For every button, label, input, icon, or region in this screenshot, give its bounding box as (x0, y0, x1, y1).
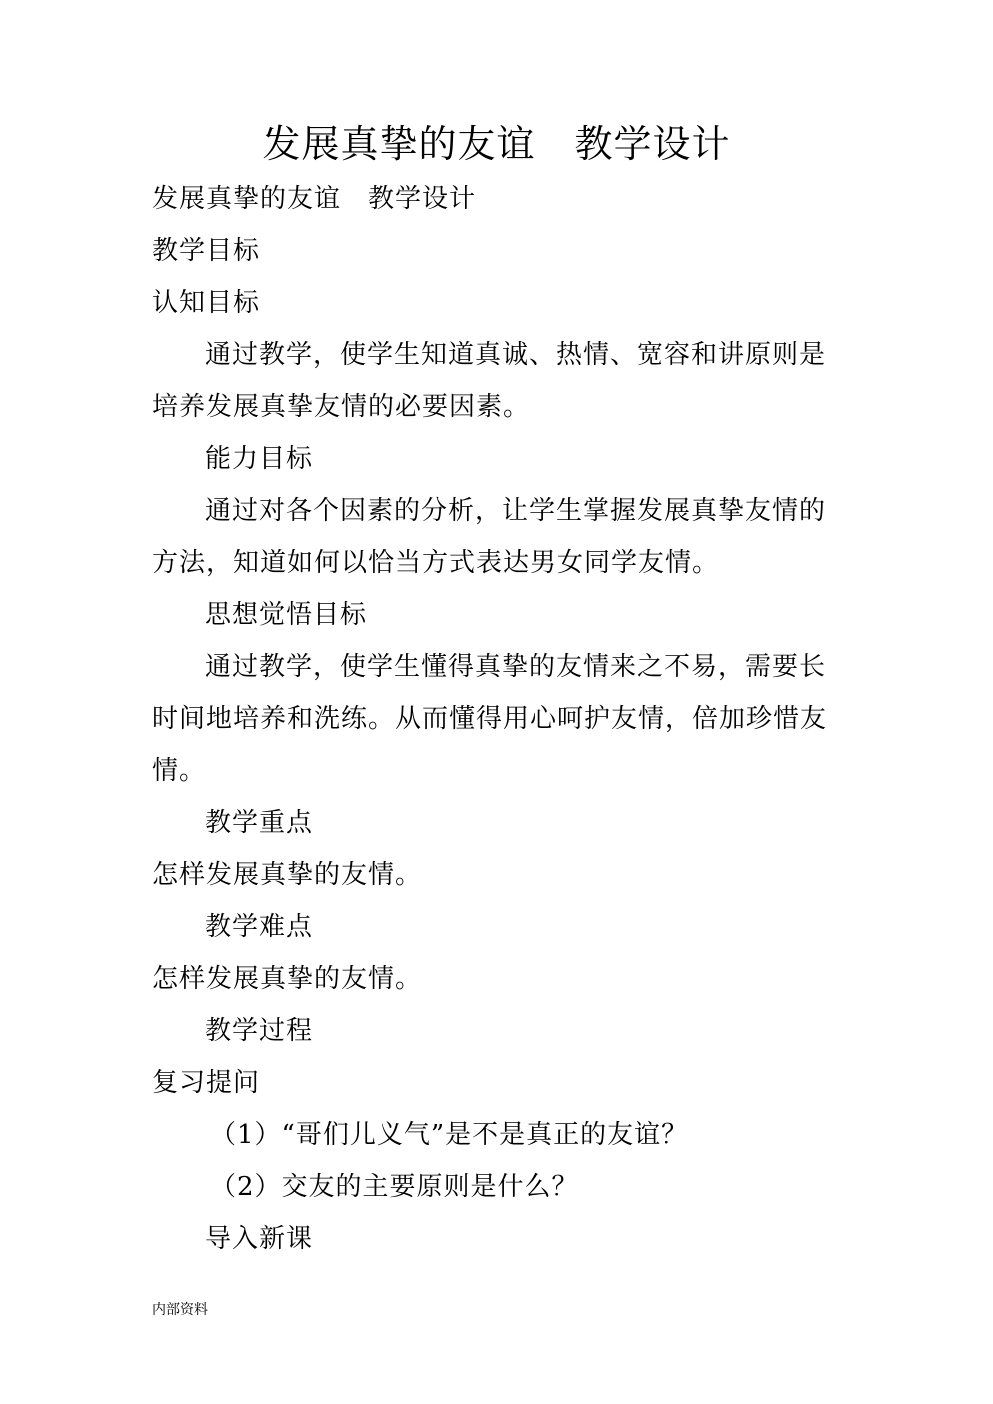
difficulty-heading: 教学难点 (205, 912, 314, 942)
awareness-paragraph-line: 通过教学，使学生懂得真挚的友情来之不易，需要长 (205, 652, 827, 682)
ability-paragraph-line: 通过对各个因素的分析，让学生掌握发展真挚友情的 (205, 496, 827, 526)
key-point-heading: 教学重点 (205, 808, 314, 838)
cognitive-paragraph-line: 培养发展真挚友情的必要因素。 (152, 392, 531, 422)
objectives-heading: 教学目标 (152, 236, 261, 266)
key-point-text: 怎样发展真挚的友情。 (152, 860, 423, 890)
review-question: （1）“哥们儿义气”是不是真正的友谊？ (210, 1120, 689, 1150)
ability-paragraph-line: 方法，知道如何以恰当方式表达男女同学友情。 (152, 548, 720, 578)
footer-label: 内部资料 (152, 1302, 208, 1318)
document-title: 发展真挚的友谊 教学设计 (262, 122, 731, 166)
intro-heading: 导入新课 (205, 1224, 314, 1254)
cognitive-paragraph-line: 通过教学，使学生知道真诚、热情、宽容和讲原则是 (205, 340, 827, 370)
review-heading: 复习提问 (152, 1068, 261, 1098)
awareness-paragraph-line: 情。 (152, 756, 207, 786)
review-question: （2）交友的主要原则是什么？ (210, 1172, 579, 1202)
cognitive-heading: 认知目标 (152, 288, 261, 318)
ability-heading: 能力目标 (205, 444, 314, 474)
process-heading: 教学过程 (205, 1016, 314, 1046)
document-subtitle: 发展真挚的友谊 教学设计 (152, 184, 477, 214)
awareness-heading: 思想觉悟目标 (205, 600, 368, 630)
difficulty-text: 怎样发展真挚的友情。 (152, 964, 423, 994)
awareness-paragraph-line: 时间地培养和洗练。从而懂得用心呵护友情，倍加珍惜友 (152, 704, 828, 734)
